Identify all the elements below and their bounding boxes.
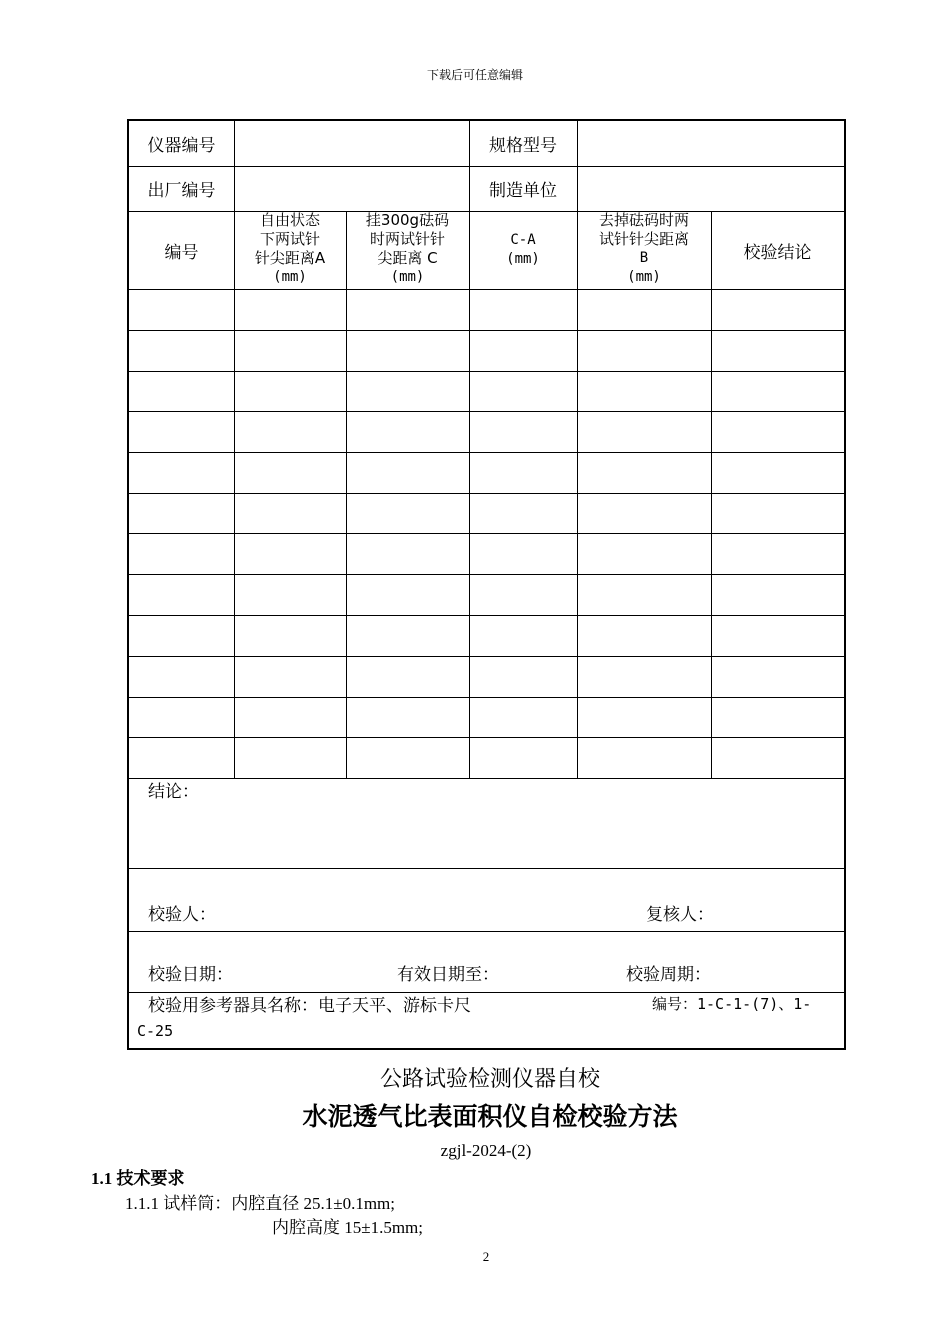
col-header-distance-a xyxy=(234,211,346,287)
header-line: B xyxy=(639,250,649,266)
header-note: 下载后可任意编辑 xyxy=(426,68,523,82)
document-code: zgjl-2024-(2) xyxy=(440,1141,532,1160)
model-label: 规格型号 xyxy=(489,136,557,156)
col-header-c-minus-a xyxy=(469,231,577,269)
header-line: 时两试针针 xyxy=(369,230,445,248)
col-divider xyxy=(234,121,235,211)
col-header-distance-c xyxy=(346,211,469,287)
header-line: 挂300g砝码 xyxy=(365,211,450,229)
row-divider xyxy=(129,533,844,534)
manufacturer-label: 制造单位 xyxy=(489,181,557,201)
conclusion-label: 结论： xyxy=(148,782,199,802)
header-line: 试针针尖距离 xyxy=(598,230,689,248)
row-divider xyxy=(129,289,844,290)
instrument-no-label: 仪器编号 xyxy=(147,136,216,156)
row-divider xyxy=(129,697,844,698)
valid-until-label: 有效日期至： xyxy=(397,965,499,985)
header-unit: (mm) xyxy=(506,251,540,267)
header-unit: (mm) xyxy=(273,269,307,285)
document-subtitle: 公路试验检测仪器自校 xyxy=(379,1067,600,1092)
header-line: C-A xyxy=(510,232,536,248)
header-unit: (mm) xyxy=(627,269,661,285)
row-divider xyxy=(129,931,844,932)
col-divider xyxy=(469,211,470,778)
col-divider xyxy=(577,211,578,778)
row-divider xyxy=(129,371,844,372)
row-divider xyxy=(129,574,844,575)
col-divider xyxy=(234,211,235,778)
col-header-conclusion: 校验结论 xyxy=(743,242,812,263)
section-heading: 1.1 技术要求 xyxy=(91,1169,185,1188)
document-title: 水泥透气比表面积仪自检校验方法 xyxy=(302,1102,678,1131)
row-divider xyxy=(129,868,844,869)
row-divider xyxy=(129,656,844,657)
row-divider xyxy=(129,493,844,494)
col-divider xyxy=(577,121,578,211)
date-label: 校验日期： xyxy=(148,965,233,985)
row-divider xyxy=(129,452,844,453)
requirement-line: 内腔高度 15±1.5mm; xyxy=(272,1218,423,1237)
row-divider xyxy=(129,330,844,331)
page-number: 2 xyxy=(482,1249,490,1264)
reviewer-label: 复核人： xyxy=(646,905,714,925)
row-divider xyxy=(129,411,844,412)
row-divider xyxy=(129,778,844,779)
row-divider xyxy=(129,737,844,738)
col-divider xyxy=(346,211,347,778)
inspector-label: 校验人： xyxy=(148,905,216,925)
reference-code-cont: C-25 xyxy=(137,1022,174,1040)
calibration-form xyxy=(127,119,846,1050)
serial-no-label: 出厂编号 xyxy=(147,181,216,201)
reference-instruments: 校验用参考器具名称：电子天平、游标卡尺 xyxy=(148,996,471,1016)
header-line: 下两试针 xyxy=(259,230,320,248)
header-line: 针尖距离A xyxy=(254,249,326,267)
period-label: 校验周期： xyxy=(626,965,711,985)
header-line: 自由状态 xyxy=(259,211,320,229)
reference-code: 编号：1-C-1-(7)、1- xyxy=(652,995,812,1013)
requirement-line: 1.1.1 试样筒：内腔直径 25.1±0.1mm; xyxy=(125,1194,395,1213)
col-divider xyxy=(711,211,712,778)
col-header-number: 编号 xyxy=(164,242,199,263)
header-line: 去掉砝码时两 xyxy=(598,211,689,229)
col-header-distance-b xyxy=(577,211,711,287)
header-unit: (mm) xyxy=(390,269,425,285)
header-line: 尖距离 C xyxy=(377,249,438,267)
row-divider xyxy=(129,615,844,616)
